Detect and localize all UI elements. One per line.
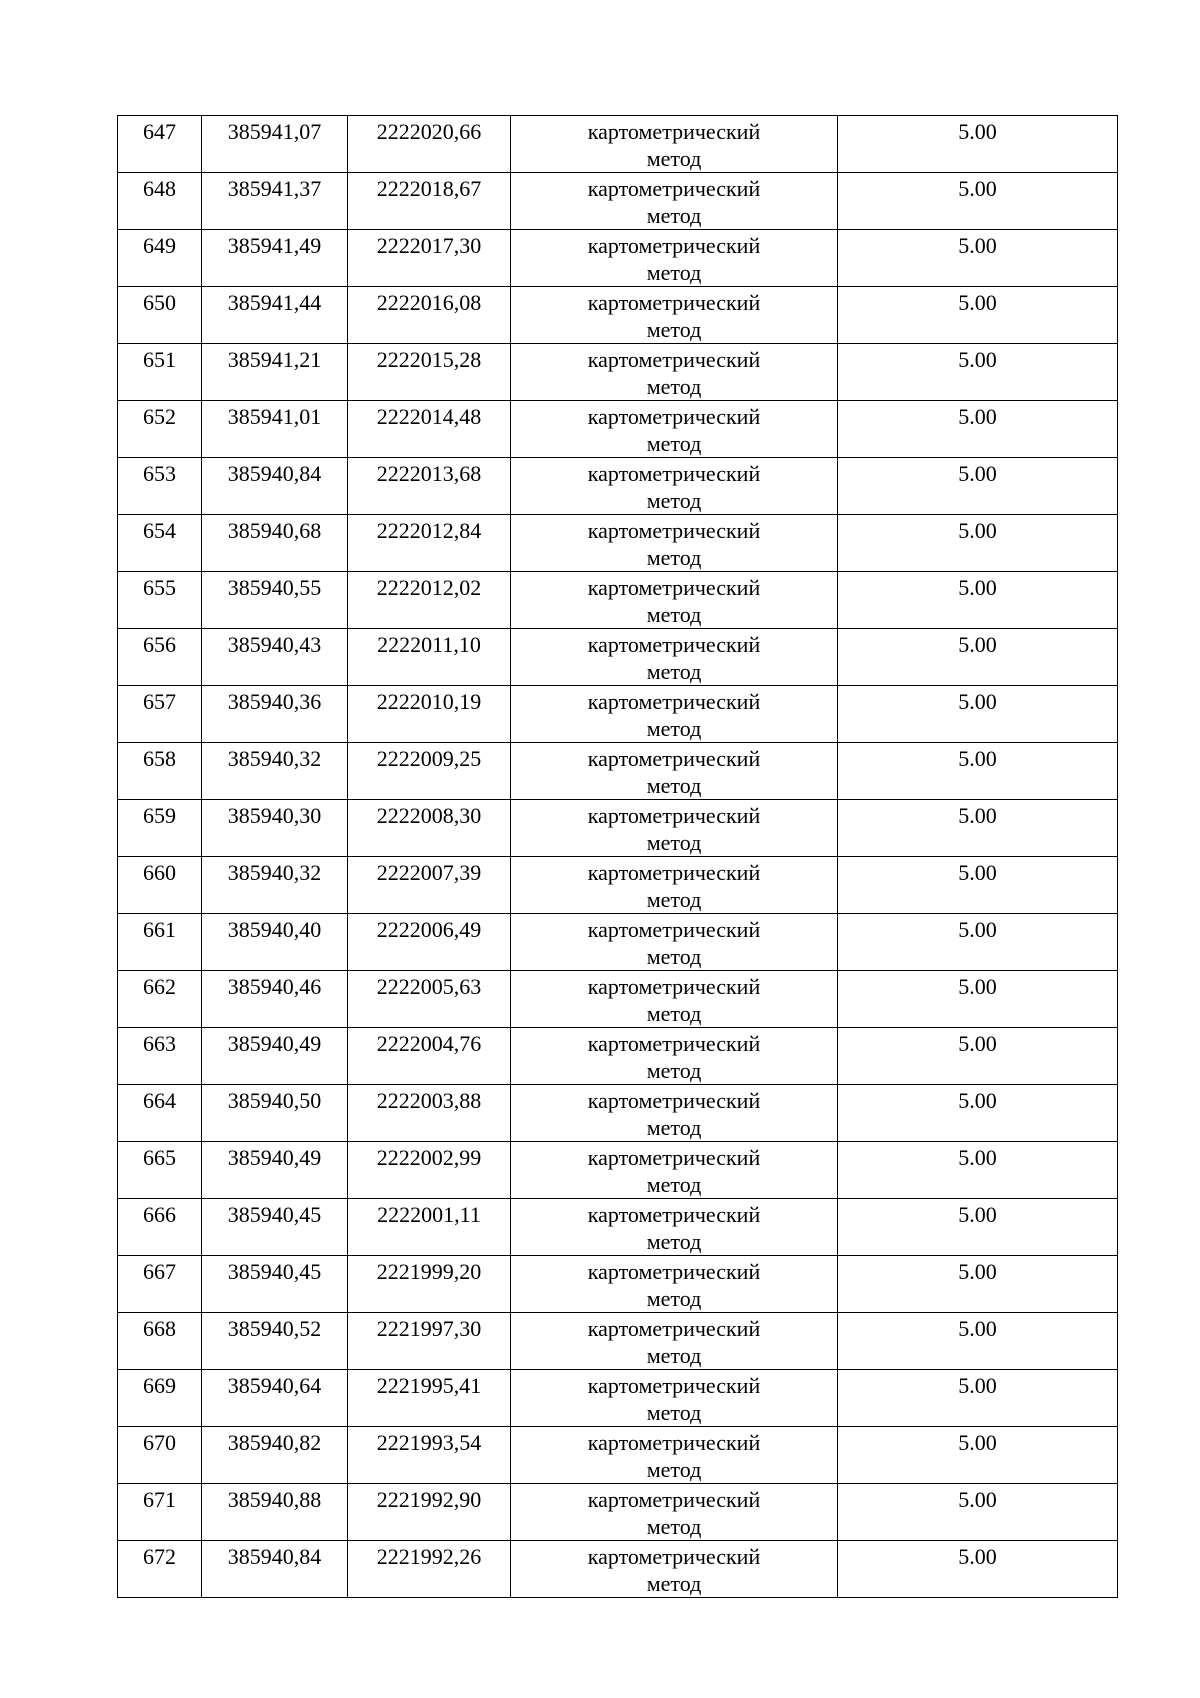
method-label-line2: метод [646,260,702,285]
y-coordinate-cell: 2222014,48 [348,401,511,458]
method-label: картометрический [587,461,761,486]
method-cell [511,971,838,1028]
table-row [118,1199,1118,1256]
method-cell [511,800,838,857]
precision-cell: 5.00 [838,743,1118,800]
method-label: картометрический [587,632,761,657]
table-row [118,1142,1118,1199]
point-number-cell: 657 [118,686,202,743]
y-coordinate-cell: 2221992,90 [348,1484,511,1541]
precision-cell: 5.00 [838,1028,1118,1085]
method-cell [511,629,838,686]
method-label-line2: метод [646,374,702,399]
precision-cell: 5.00 [838,173,1118,230]
method-label-line2: метод [646,1001,702,1026]
method-cell [511,1427,838,1484]
method-label-line2: метод [646,146,702,171]
x-coordinate-cell: 385940,84 [202,458,348,515]
y-coordinate-cell: 2222018,67 [348,173,511,230]
precision-cell: 5.00 [838,1427,1118,1484]
precision-cell: 5.00 [838,344,1118,401]
x-coordinate-cell: 385941,21 [202,344,348,401]
point-number-cell: 656 [118,629,202,686]
table-row [118,287,1118,344]
precision-cell: 5.00 [838,1484,1118,1541]
method-label: картометрический [587,1031,761,1056]
method-label-line2: метод [646,203,702,228]
method-label: картометрический [587,176,761,201]
table-row [118,1085,1118,1142]
table-row [118,458,1118,515]
precision-cell: 5.00 [838,287,1118,344]
method-label-line2: метод [646,545,702,570]
table-row [118,686,1118,743]
method-label-line2: метод [646,1514,702,1539]
table-row [118,1370,1118,1427]
method-cell [511,230,838,287]
y-coordinate-cell: 2221992,26 [348,1541,511,1598]
y-coordinate-cell: 2222010,19 [348,686,511,743]
method-label: картометрический [587,803,761,828]
precision-cell: 5.00 [838,914,1118,971]
point-number-cell: 666 [118,1199,202,1256]
point-number-cell: 655 [118,572,202,629]
x-coordinate-cell: 385940,40 [202,914,348,971]
point-number-cell: 649 [118,230,202,287]
x-coordinate-cell: 385940,55 [202,572,348,629]
precision-cell: 5.00 [838,1256,1118,1313]
coordinates-table [117,115,1118,1598]
y-coordinate-cell: 2221993,54 [348,1427,511,1484]
method-label: картометрический [587,1259,761,1284]
table-row [118,1028,1118,1085]
method-cell [511,1142,838,1199]
precision-cell: 5.00 [838,1085,1118,1142]
x-coordinate-cell: 385940,49 [202,1142,348,1199]
table-row [118,971,1118,1028]
method-label: картометрический [587,290,761,315]
precision-cell: 5.00 [838,1541,1118,1598]
precision-cell: 5.00 [838,515,1118,572]
method-label-line2: метод [646,1172,702,1197]
precision-cell: 5.00 [838,230,1118,287]
method-cell [511,287,838,344]
method-label: картометрический [587,1487,761,1512]
point-number-cell: 663 [118,1028,202,1085]
point-number-cell: 662 [118,971,202,1028]
table-row [118,1541,1118,1598]
method-cell [511,458,838,515]
method-cell [511,1028,838,1085]
table-row [118,1256,1118,1313]
precision-cell: 5.00 [838,971,1118,1028]
method-label: картометрический [587,1202,761,1227]
method-label-line2: метод [646,317,702,342]
point-number-cell: 654 [118,515,202,572]
y-coordinate-cell: 2222005,63 [348,971,511,1028]
y-coordinate-cell: 2222002,99 [348,1142,511,1199]
method-cell [511,914,838,971]
method-label-line2: метод [646,773,702,798]
x-coordinate-cell: 385941,01 [202,401,348,458]
point-number-cell: 651 [118,344,202,401]
method-label: картометрический [587,860,761,885]
table-row [118,344,1118,401]
method-cell [511,344,838,401]
precision-cell: 5.00 [838,116,1118,173]
table-row [118,1427,1118,1484]
method-label: картометрический [587,689,761,714]
point-number-cell: 667 [118,1256,202,1313]
x-coordinate-cell: 385941,49 [202,230,348,287]
precision-cell: 5.00 [838,1370,1118,1427]
precision-cell: 5.00 [838,1313,1118,1370]
precision-cell: 5.00 [838,1142,1118,1199]
method-label: картометрический [587,404,761,429]
x-coordinate-cell: 385940,49 [202,1028,348,1085]
point-number-cell: 661 [118,914,202,971]
method-cell [511,743,838,800]
method-label: картометрический [587,1088,761,1113]
y-coordinate-cell: 2221999,20 [348,1256,511,1313]
y-coordinate-cell: 2222013,68 [348,458,511,515]
method-label-line2: метод [646,602,702,627]
point-number-cell: 660 [118,857,202,914]
x-coordinate-cell: 385940,84 [202,1541,348,1598]
point-number-cell: 672 [118,1541,202,1598]
x-coordinate-cell: 385940,36 [202,686,348,743]
x-coordinate-cell: 385940,46 [202,971,348,1028]
method-label: картометрический [587,1145,761,1170]
method-cell [511,1256,838,1313]
x-coordinate-cell: 385941,44 [202,287,348,344]
y-coordinate-cell: 2222006,49 [348,914,511,971]
method-cell [511,857,838,914]
method-label-line2: метод [646,830,702,855]
y-coordinate-cell: 2222020,66 [348,116,511,173]
table-row [118,515,1118,572]
x-coordinate-cell: 385941,07 [202,116,348,173]
precision-cell: 5.00 [838,401,1118,458]
precision-cell: 5.00 [838,800,1118,857]
y-coordinate-cell: 2221997,30 [348,1313,511,1370]
method-label-line2: метод [646,1571,702,1596]
x-coordinate-cell: 385940,82 [202,1427,348,1484]
x-coordinate-cell: 385940,45 [202,1199,348,1256]
y-coordinate-cell: 2222004,76 [348,1028,511,1085]
method-cell [511,572,838,629]
method-label-line2: метод [646,1115,702,1140]
method-cell [511,686,838,743]
precision-cell: 5.00 [838,629,1118,686]
method-label: картометрический [587,233,761,258]
y-coordinate-cell: 2222016,08 [348,287,511,344]
y-coordinate-cell: 2222009,25 [348,743,511,800]
method-label-line2: метод [646,431,702,456]
table-row [118,116,1118,173]
precision-cell: 5.00 [838,572,1118,629]
method-label: картометрический [587,917,761,942]
x-coordinate-cell: 385940,45 [202,1256,348,1313]
method-label-line2: метод [646,1229,702,1254]
method-label: картометрический [587,1430,761,1455]
method-cell [511,1541,838,1598]
coordinates-table-body [118,116,1118,1598]
precision-cell: 5.00 [838,458,1118,515]
point-number-cell: 648 [118,173,202,230]
table-row [118,230,1118,287]
method-label-line2: метод [646,1400,702,1425]
table-row [118,401,1118,458]
method-label-line2: метод [646,887,702,912]
table-row [118,1484,1118,1541]
point-number-cell: 647 [118,116,202,173]
y-coordinate-cell: 2222012,84 [348,515,511,572]
x-coordinate-cell: 385940,32 [202,743,348,800]
method-cell [511,1370,838,1427]
method-label-line2: метод [646,1286,702,1311]
method-label-line2: метод [646,716,702,741]
precision-cell: 5.00 [838,857,1118,914]
x-coordinate-cell: 385941,37 [202,173,348,230]
table-row [118,914,1118,971]
x-coordinate-cell: 385940,88 [202,1484,348,1541]
method-label-line2: метод [646,1058,702,1083]
method-label: картометрический [587,1544,761,1569]
y-coordinate-cell: 2222012,02 [348,572,511,629]
point-number-cell: 658 [118,743,202,800]
point-number-cell: 670 [118,1427,202,1484]
method-label: картометрический [587,518,761,543]
y-coordinate-cell: 2222001,11 [348,1199,511,1256]
method-label: картометрический [587,974,761,999]
method-label: картометрический [587,746,761,771]
x-coordinate-cell: 385940,64 [202,1370,348,1427]
method-cell [511,116,838,173]
method-label-line2: метод [646,944,702,969]
table-row [118,800,1118,857]
method-label-line2: метод [646,488,702,513]
point-number-cell: 652 [118,401,202,458]
method-label-line2: метод [646,1343,702,1368]
method-cell [511,173,838,230]
y-coordinate-cell: 2222017,30 [348,230,511,287]
method-cell [511,515,838,572]
x-coordinate-cell: 385940,32 [202,857,348,914]
x-coordinate-cell: 385940,50 [202,1085,348,1142]
y-coordinate-cell: 2222007,39 [348,857,511,914]
point-number-cell: 668 [118,1313,202,1370]
method-label-line2: метод [646,1457,702,1482]
method-label: картометрический [587,119,761,144]
table-row [118,857,1118,914]
y-coordinate-cell: 2221995,41 [348,1370,511,1427]
point-number-cell: 650 [118,287,202,344]
point-number-cell: 669 [118,1370,202,1427]
precision-cell: 5.00 [838,1199,1118,1256]
table-row [118,572,1118,629]
method-cell [511,1199,838,1256]
y-coordinate-cell: 2222011,10 [348,629,511,686]
x-coordinate-cell: 385940,68 [202,515,348,572]
method-cell [511,1484,838,1541]
y-coordinate-cell: 2222003,88 [348,1085,511,1142]
point-number-cell: 664 [118,1085,202,1142]
method-label-line2: метод [646,659,702,684]
point-number-cell: 671 [118,1484,202,1541]
table-row [118,173,1118,230]
x-coordinate-cell: 385940,30 [202,800,348,857]
y-coordinate-cell: 2222015,28 [348,344,511,401]
method-label: картометрический [587,347,761,372]
method-label: картометрический [587,1373,761,1398]
method-label: картометрический [587,1316,761,1341]
method-cell [511,401,838,458]
point-number-cell: 665 [118,1142,202,1199]
table-row [118,1313,1118,1370]
method-cell [511,1313,838,1370]
point-number-cell: 653 [118,458,202,515]
y-coordinate-cell: 2222008,30 [348,800,511,857]
method-cell [511,1085,838,1142]
table-row [118,629,1118,686]
table-row [118,743,1118,800]
x-coordinate-cell: 385940,43 [202,629,348,686]
method-label: картометрический [587,575,761,600]
point-number-cell: 659 [118,800,202,857]
precision-cell: 5.00 [838,686,1118,743]
x-coordinate-cell: 385940,52 [202,1313,348,1370]
